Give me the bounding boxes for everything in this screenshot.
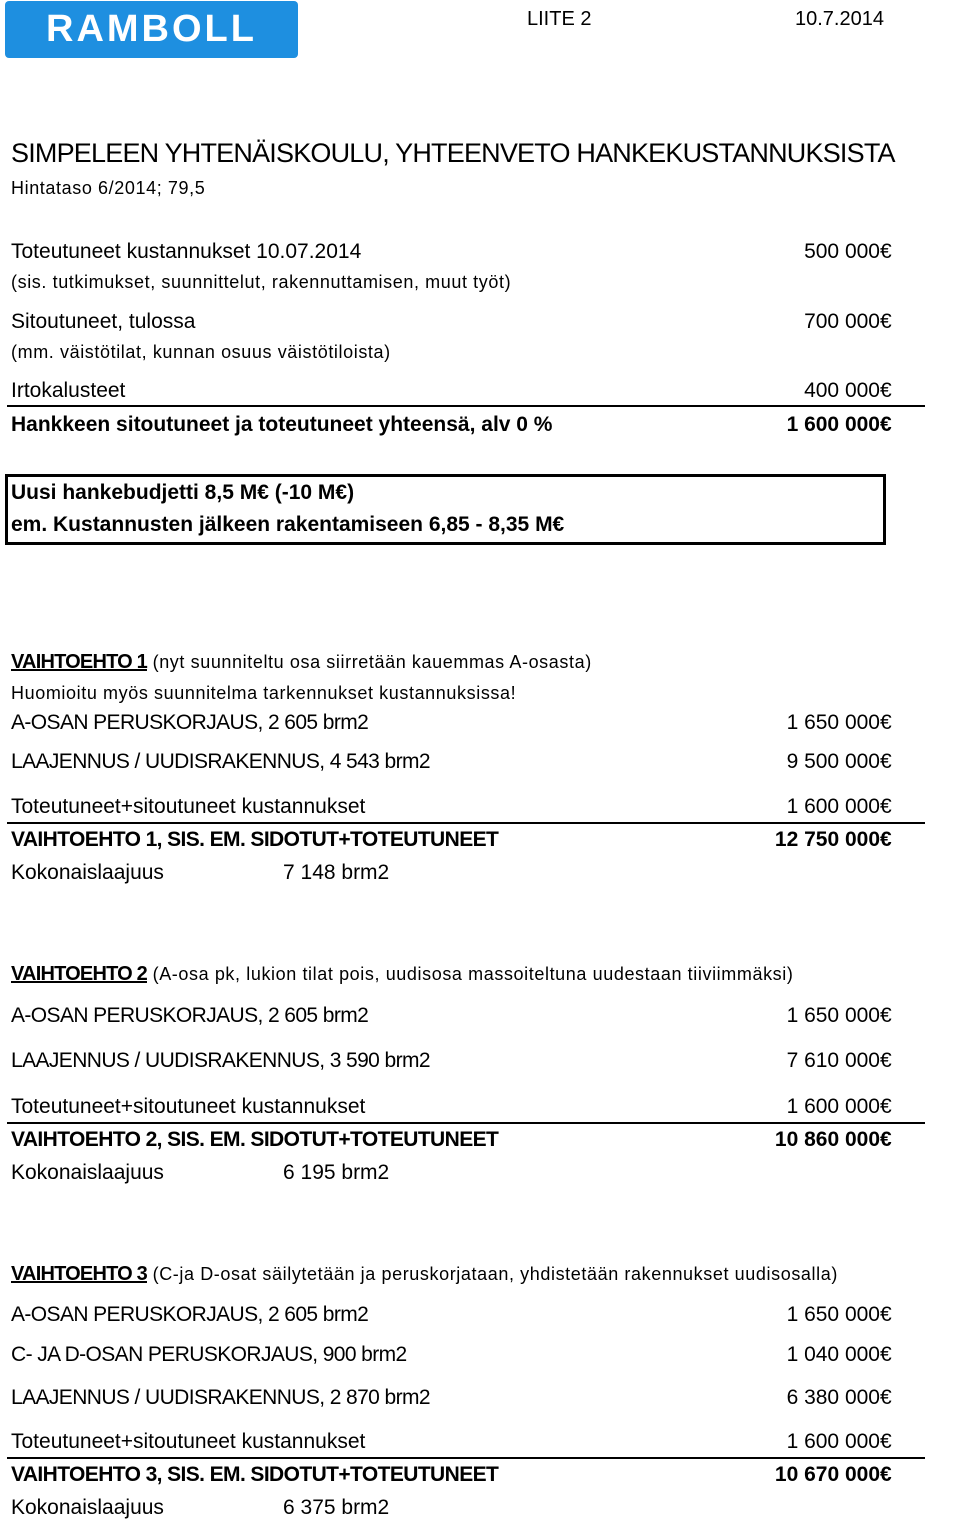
option-1-heading: VAIHTOEHTO 1 <box>11 651 147 673</box>
euro-sign: € <box>880 413 892 436</box>
option-1-remark: Huomioitu myös suunnitelma tarkennukset kustannuksissa! <box>11 683 517 703</box>
euro-sign: € <box>880 828 892 851</box>
option-row-amount: 1 650 000 <box>786 1004 880 1027</box>
euro-sign: € <box>880 1049 892 1072</box>
page-title: SIMPELEEN YHTENÄISKOULU, YHTEENVETO HANKEKUSTANNUKSISTA <box>11 138 895 168</box>
option-row-amount: 9 500 000 <box>786 750 880 773</box>
option-total-amount: 10 860 000 <box>774 1128 880 1151</box>
budget-line: Uusi hankebudjetti 8,5 M€ (-10 M€) <box>11 481 355 504</box>
area-value: 6 195 brm2 <box>283 1161 390 1184</box>
costs-total-amount: 1 600 000 <box>786 413 880 436</box>
euro-sign: € <box>880 711 892 734</box>
option-2-heading: VAIHTOEHTO 2 <box>11 963 147 985</box>
option-row-label: A-OSAN PERUSKORJAUS, 2 605 brm2 <box>11 711 369 734</box>
area-label: Kokonaislaajuus <box>11 1161 164 1184</box>
option-2-note: (A-osa pk, lukion tilat pois, uudisosa massoiteltuna uudestaan tiiviimmäksi) <box>147 964 794 984</box>
option-row-label: C- JA D-OSAN PERUSKORJAUS, 900 brm2 <box>11 1343 407 1366</box>
euro-sign: € <box>880 1128 892 1151</box>
euro-sign: € <box>880 240 892 263</box>
option-total-amount: 10 670 000 <box>774 1463 880 1486</box>
ramboll-logo <box>5 1 298 58</box>
price-level: Hintataso 6/2014; 79,5 <box>11 178 206 198</box>
logo-text: RAMBOLL <box>46 8 257 50</box>
option-total-label: VAIHTOEHTO 3, SIS. EM. SIDOTUT+TOTEUTUNEET <box>11 1463 499 1486</box>
option-row-label: LAAJENNUS / UUDISRAKENNUS, 3 590 brm2 <box>11 1049 430 1072</box>
option-3-heading-row <box>11 1263 838 1286</box>
option-3-heading: VAIHTOEHTO 3 <box>11 1263 147 1285</box>
option-row-amount: 1 600 000 <box>786 795 880 818</box>
option-total-amount: 12 750 000 <box>774 828 880 851</box>
cost-note: (sis. tutkimukset, suunnittelut, rakennuttamisen, muut työt) <box>11 272 512 292</box>
budget-line: em. Kustannusten jälkeen rakentamiseen 6,85 - 8,35 M€ <box>11 513 565 536</box>
cost-note: (mm. väistötilat, kunnan osuus väistötiloista) <box>11 342 391 362</box>
area-value: 7 148 brm2 <box>283 861 390 884</box>
option-row-label: Toteutuneet+sitoutuneet kustannukset <box>11 1095 366 1118</box>
divider <box>7 822 925 824</box>
cost-label: Irtokalusteet <box>11 379 126 402</box>
option-total-label: VAIHTOEHTO 2, SIS. EM. SIDOTUT+TOTEUTUNEET <box>11 1128 499 1151</box>
option-row-amount: 1 600 000 <box>786 1430 880 1453</box>
appendix-label: LIITE 2 <box>527 8 592 30</box>
euro-sign: € <box>880 1430 892 1453</box>
document-date: 10.7.2014 <box>795 8 884 30</box>
option-row-label: A-OSAN PERUSKORJAUS, 2 605 brm2 <box>11 1303 369 1326</box>
area-label: Kokonaislaajuus <box>11 1496 164 1519</box>
euro-sign: € <box>880 379 892 402</box>
option-row-label: Toteutuneet+sitoutuneet kustannukset <box>11 795 366 818</box>
option-1-heading-row <box>11 651 592 674</box>
option-row-amount: 1 650 000 <box>786 711 880 734</box>
euro-sign: € <box>880 1303 892 1326</box>
option-row-label: LAAJENNUS / UUDISRAKENNUS, 2 870 brm2 <box>11 1386 430 1409</box>
area-value: 6 375 brm2 <box>283 1496 390 1519</box>
euro-sign: € <box>880 1343 892 1366</box>
area-label: Kokonaislaajuus <box>11 861 164 884</box>
option-row-label: A-OSAN PERUSKORJAUS, 2 605 brm2 <box>11 1004 369 1027</box>
euro-sign: € <box>880 1004 892 1027</box>
costs-total-label: Hankkeen sitoutuneet ja toteutuneet yhteensä, alv 0 % <box>11 413 553 436</box>
euro-sign: € <box>880 1095 892 1118</box>
option-2-heading-row <box>11 963 793 986</box>
cost-amount: 700 000 <box>804 310 880 333</box>
option-1-note: (nyt suunniteltu osa siirretään kauemmas A-osasta) <box>147 652 592 672</box>
divider <box>7 405 925 407</box>
option-row-label: LAAJENNUS / UUDISRAKENNUS, 4 543 brm2 <box>11 750 430 773</box>
option-row-amount: 7 610 000 <box>786 1049 880 1072</box>
euro-sign: € <box>880 1463 892 1486</box>
euro-sign: € <box>880 1386 892 1409</box>
cost-amount: 400 000 <box>804 379 880 402</box>
euro-sign: € <box>880 750 892 773</box>
option-row-amount: 1 600 000 <box>786 1095 880 1118</box>
divider <box>7 1457 925 1459</box>
cost-label: Sitoutuneet, tulossa <box>11 310 196 333</box>
euro-sign: € <box>880 795 892 818</box>
cost-label: Toteutuneet kustannukset 10.07.2014 <box>11 240 362 263</box>
euro-sign: € <box>880 310 892 333</box>
option-row-amount: 1 650 000 <box>786 1303 880 1326</box>
option-3-note: (C-ja D-osat säilytetään ja peruskorjataan, yhdistetään rakennukset uudisosalla) <box>147 1264 838 1284</box>
option-row-amount: 1 040 000 <box>786 1343 880 1366</box>
option-row-amount: 6 380 000 <box>786 1386 880 1409</box>
option-row-label: Toteutuneet+sitoutuneet kustannukset <box>11 1430 366 1453</box>
cost-amount: 500 000 <box>804 240 880 263</box>
divider <box>7 1122 925 1124</box>
option-total-label: VAIHTOEHTO 1, SIS. EM. SIDOTUT+TOTEUTUNEET <box>11 828 499 851</box>
